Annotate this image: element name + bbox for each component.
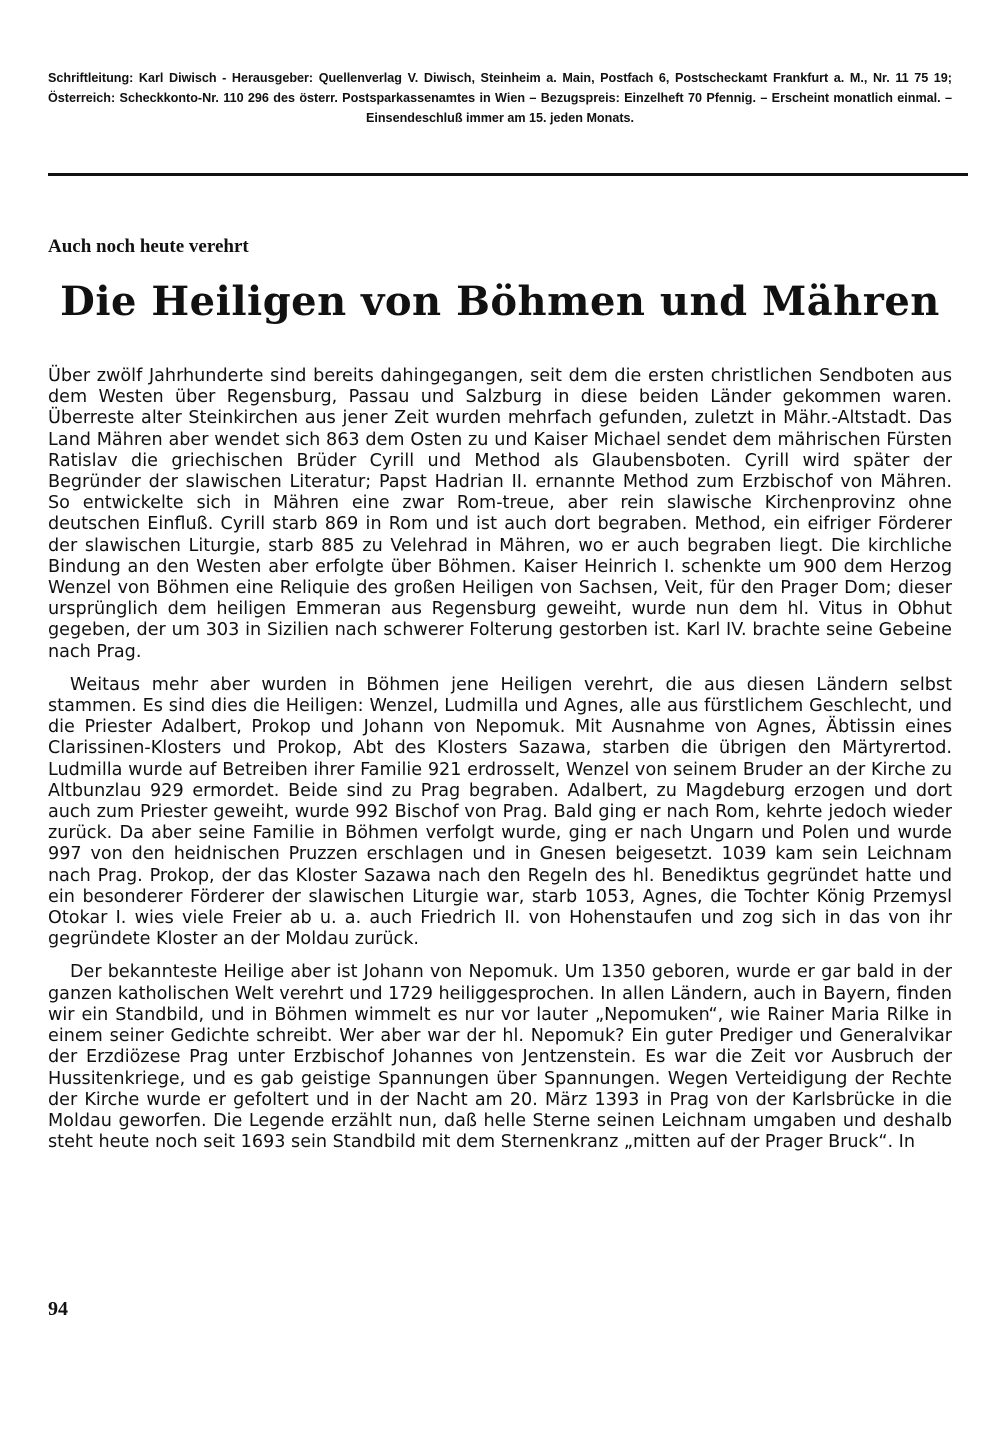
header-divider xyxy=(48,173,968,176)
paragraph-2: Weitaus mehr aber wurden in Böhmen jene Heiligen verehrt, die aus diesen Ländern selbst stammen. Es sind dies die Heiligen: Wenzel, Ludmilla und Agnes, alle aus fürstlichem Geschlecht, und die Priester Adalbert, Prokop und Johann von Nepomuk. Mit Ausnahme von Agnes, Äbtissin eines Clarissinen-Klosters und Prokop, Abt des Klosters Sazawa, starben die übrigen den Märtyrertod. Ludmilla wurde auf Betreiben ihrer Familie 921 erdrosselt, Wenzel von seinem Bruder an der Kirche zu Altbunzlau 929 ermordet. Beide sind zu Prag begraben. Adalbert, zu Magdeburg erzogen und dort auch zum Priester geweiht, wurde 992 Bischof von Prag. Bald ging er nach Rom, kehrte jedoch wieder zurück. Da aber seine Familie in Böhmen verfolgt wurde, ging er nach Ungarn und Polen und wurde 997 von den heidnischen Pruzzen erschlagen und in Gnesen beigesetzt. 1039 kam sein Leichnam nach Prag. Prokop, der das Kloster Sazawa nach den Regeln des hl. Benediktus gegründet hatte und ein besonderer Förderer der slawischen Liturgie war, starb 1053, Agnes, die Tochter König Przemysl Otokar I. wies viele Freier ab u. a. auch Friedrich II. von Hohenstaufen und zog sich in das von ihr gegründete Kloster an der Moldau zurück. xyxy=(48,674,952,950)
masthead-imprint: Schriftleitung: Karl Diwisch - Herausgeber: Quellenverlag V. Diwisch, Steinheim a. Main, Postfach 6, Postscheckamt Frankfurt a. M., Nr. 11 75 19; Österreich: Scheckkonto-Nr. 110 296 des österr. Postsparkassenamtes in Wien – Bezugspreis: Einzelheft 70 Pfennig. – Erscheint monatlich einmal. – Einsendeschluß immer am 15. jeden Monats. xyxy=(48,71,952,125)
paragraph-1: Über zwölf Jahrhunderte sind bereits dahingegangen, seit dem die ersten christlichen Sendboten aus dem Westen über Regensburg, Passau und Salzburg in diese beiden Länder gekommen waren. Überreste alter Steinkirchen aus jener Zeit wurden mehrfach gefunden, zuletzt in Mähr.-Altstadt. Das Land Mähren aber wendet sich 863 dem Osten zu und Kaiser Michael sendet dem mährischen Fürsten Ratislav die griechischen Brüder Cyrill und Method als Glaubensboten. Cyrill wird später der Begründer der slawischen Literatur; Papst Hadrian II. ernannte Method zum Erzbischof von Mähren. So entwickelte sich in Mähren eine zwar Rom-treue, aber rein slawische Kirchenprovinz ohne deutschen Einfluß. Cyrill starb 869 in Rom und ist auch dort begraben. Method, ein eifriger Förderer der slawischen Liturgie, starb 885 zu Velehrad in Mähren, wo er auch begraben liegt. Die kirchliche Bindung an den Westen aber erfolgte über Böhmen. Kaiser Heinrich I. schenkte um 900 dem Herzog Wenzel von Böhmen eine Reliquie des großen Heiligen von Sachsen, Veit, für den Prager Dom; dieser ursprünglich dem heiligen Emmeran aus Regensburg geweiht, wurde nun dem hl. Vitus in Obhut gegeben, der um 303 in Sizilien nach schwerer Folterung gestorben ist. Karl IV. brachte seine Gebeine nach Prag. xyxy=(48,366,952,662)
paragraph-3: Der bekannteste Heilige aber ist Johann von Nepomuk. Um 1350 geboren, wurde er gar bald in der ganzen katholischen Welt verehrt und 1729 heiliggesprochen. In allen Ländern, auch in Bayern, finden wir ein Standbild, und in Böhmen wimmelt es nur vor lauter „Nepomuken“, wie Rainer Maria Rilke in einem seiner Gedichte schreibt. Wer aber war der hl. Nepomuk? Ein guter Prediger und Generalvikar der Erzdiözese Prag unter Erzbischof Johannes von Jentzenstein. Es war die Zeit vor Ausbruch der Hussitenkriege, und es gab geistige Spannungen über Spannungen. Wegen Verteidigung der Rechte der Kirche wurde er gefoltert und in der Nacht am 20. März 1393 in Prag von der Karlsbrücke in die Moldau geworfen. Die Legende erzählt nun, daß helle Sterne seinen Leichnam umgaben und deshalb steht heute noch seit 1693 sein Standbild mit dem Sternenkranz „mitten auf der Prager Bruck“. In xyxy=(48,962,952,1153)
article-title: Die Heiligen von Böhmen und Mähren xyxy=(60,278,940,325)
article-body xyxy=(48,366,952,1165)
article-kicker: Auch noch heute verehrt xyxy=(48,236,249,257)
page-number: 94 xyxy=(48,1298,68,1320)
